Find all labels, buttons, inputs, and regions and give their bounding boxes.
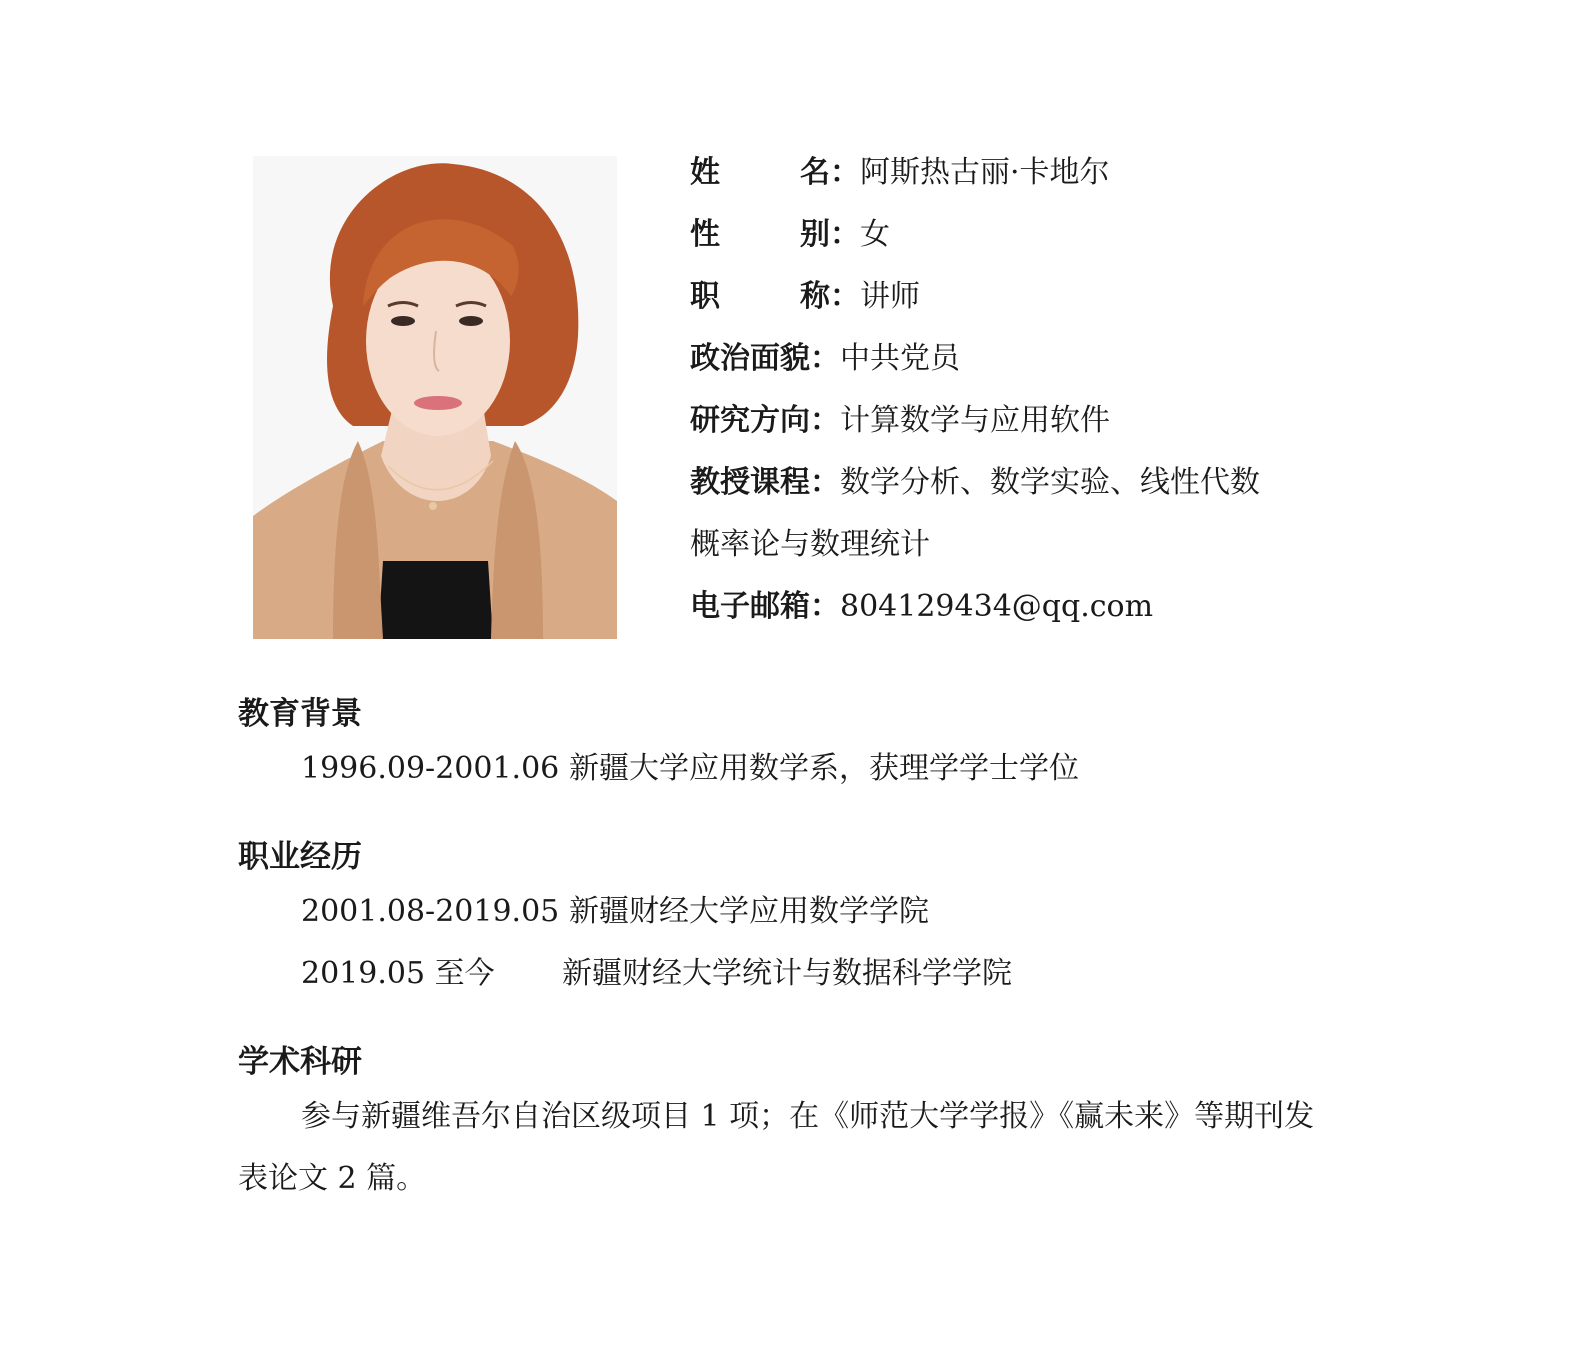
politics-label: 政治面貌	[690, 341, 810, 376]
title-value: 讲师	[860, 279, 920, 314]
research-direction-value: 计算数学与应用软件	[840, 403, 1110, 438]
colon: ：	[810, 403, 840, 438]
name-value: 阿斯热古丽·卡地尔	[860, 155, 1110, 190]
education-section	[238, 690, 1358, 800]
title-label: 职 称	[690, 279, 830, 314]
research-heading: 学术科研	[238, 1044, 362, 1080]
research-paragraph: 参与新疆维吾尔自治区级项目 1 项；在《师范大学学报》《赢未来》等期刊发表论文 2 篇。	[238, 1099, 1315, 1196]
career-text: 新疆财经大学统计与数据科学学院	[562, 956, 1012, 991]
colon: ：	[810, 589, 840, 624]
gender-row	[690, 210, 1410, 272]
colon: ：	[830, 217, 860, 252]
courses-label: 教授课程	[690, 465, 810, 500]
email-row	[690, 582, 1410, 644]
career-item	[238, 881, 1358, 943]
courses-row	[690, 458, 1410, 520]
personal-info	[690, 148, 1410, 644]
colon: ：	[830, 279, 860, 314]
education-item	[238, 738, 1358, 800]
career-heading: 职业经历	[238, 839, 362, 875]
title-row	[690, 272, 1410, 334]
colon: ：	[830, 155, 860, 190]
colon: ：	[810, 465, 840, 500]
education-text: 新疆大学应用数学系，获理学学士学位	[569, 751, 1079, 786]
courses-continuation	[690, 520, 1410, 582]
gender-label: 性 别	[690, 217, 830, 252]
name-row	[690, 148, 1410, 210]
name-label: 姓 名	[690, 155, 830, 190]
profile-photo	[253, 156, 617, 639]
career-item	[238, 943, 1358, 1005]
politics-value: 中共党员	[840, 341, 960, 376]
education-date: 1996.09-2001.06	[301, 751, 560, 786]
colon: ：	[810, 341, 840, 376]
career-date: 2019.05 至今	[301, 956, 495, 991]
research-direction-label: 研究方向	[690, 403, 810, 438]
education-heading: 教育背景	[238, 696, 362, 732]
career-text: 新疆财经大学应用数学学院	[569, 894, 929, 929]
career-section	[238, 833, 1358, 1005]
gender-value: 女	[860, 217, 890, 252]
email-value: 804129434@qq.com	[840, 589, 1154, 624]
research-direction-row	[690, 396, 1410, 458]
courses-value: 数学分析、数学实验、线性代数	[840, 465, 1260, 500]
politics-row	[690, 334, 1410, 396]
research-section	[238, 1038, 1338, 1210]
email-label: 电子邮箱	[690, 589, 810, 624]
career-date: 2001.08-2019.05	[301, 894, 560, 929]
courses-value-cont: 概率论与数理统计	[690, 527, 930, 562]
